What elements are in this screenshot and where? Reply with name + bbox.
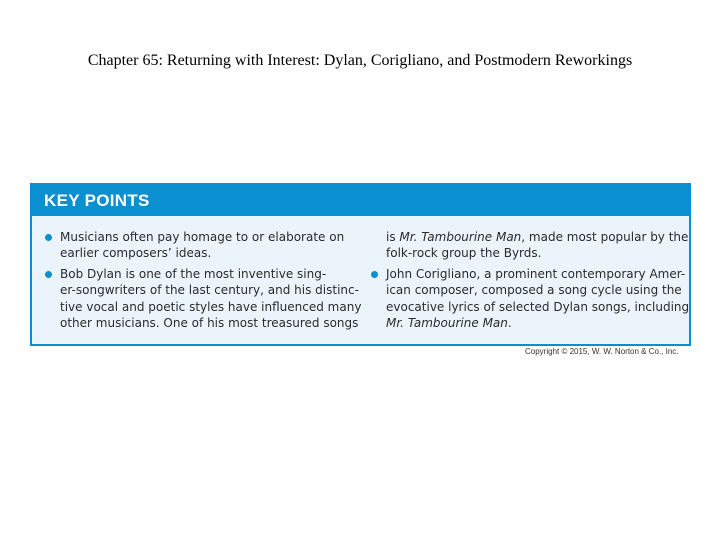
key-points-box xyxy=(30,183,691,346)
key-point-2-line-6: folk-rock group the Byrds. xyxy=(386,246,542,261)
key-point-2-line-5 xyxy=(386,229,689,245)
key-point-3-line-2: ican composer, composed a song cycle using the xyxy=(386,283,682,298)
text-fragment: , made most popular by the xyxy=(521,230,689,244)
key-point-2 xyxy=(44,266,364,332)
song-title: Mr. Tambourine Man xyxy=(399,230,522,244)
key-point-1 xyxy=(44,229,364,262)
bullet-dot-icon xyxy=(371,271,378,278)
key-point-3-line-1: John Corigliano, a prominent contemporary Amer- xyxy=(386,266,686,281)
key-points-left-column xyxy=(44,229,364,335)
slide-title: Chapter 65: Returning with Interest: Dylan, Corigliano, and Postmodern Reworkings xyxy=(87,52,633,69)
key-point-2-line-4: other musicians. One of his most treasured songs xyxy=(60,316,359,331)
key-points-heading: KEY POINTS xyxy=(32,185,689,216)
key-points-right-column xyxy=(370,229,690,335)
key-point-2-line-2: er-songwriters of the last century, and his distinc- xyxy=(60,283,359,298)
key-point-3 xyxy=(370,266,690,332)
key-point-3-line-4 xyxy=(386,315,682,331)
bullet-dot-icon xyxy=(45,234,52,241)
key-point-2-line-1: Bob Dylan is one of the most inventive sing- xyxy=(60,266,327,281)
key-point-2-line-3: tive vocal and poetic styles have influenced many xyxy=(60,299,362,314)
key-point-1-line-1: Musicians often pay homage to or elaborate on xyxy=(60,230,345,244)
text-fragment: is xyxy=(386,230,400,244)
key-point-3-line-3: evocative lyrics of selected Dylan songs, including xyxy=(386,299,690,314)
key-point-1-line-2: earlier composers’ ideas. xyxy=(60,246,212,261)
copyright-notice: Copyright © 2015, W. W. Norton & Co., Inc. xyxy=(525,347,679,356)
key-point-2-continued xyxy=(370,229,689,262)
song-title: Mr. Tambourine Man xyxy=(386,316,508,331)
text-fragment: . xyxy=(507,316,512,331)
bullet-dot-icon xyxy=(45,271,52,278)
